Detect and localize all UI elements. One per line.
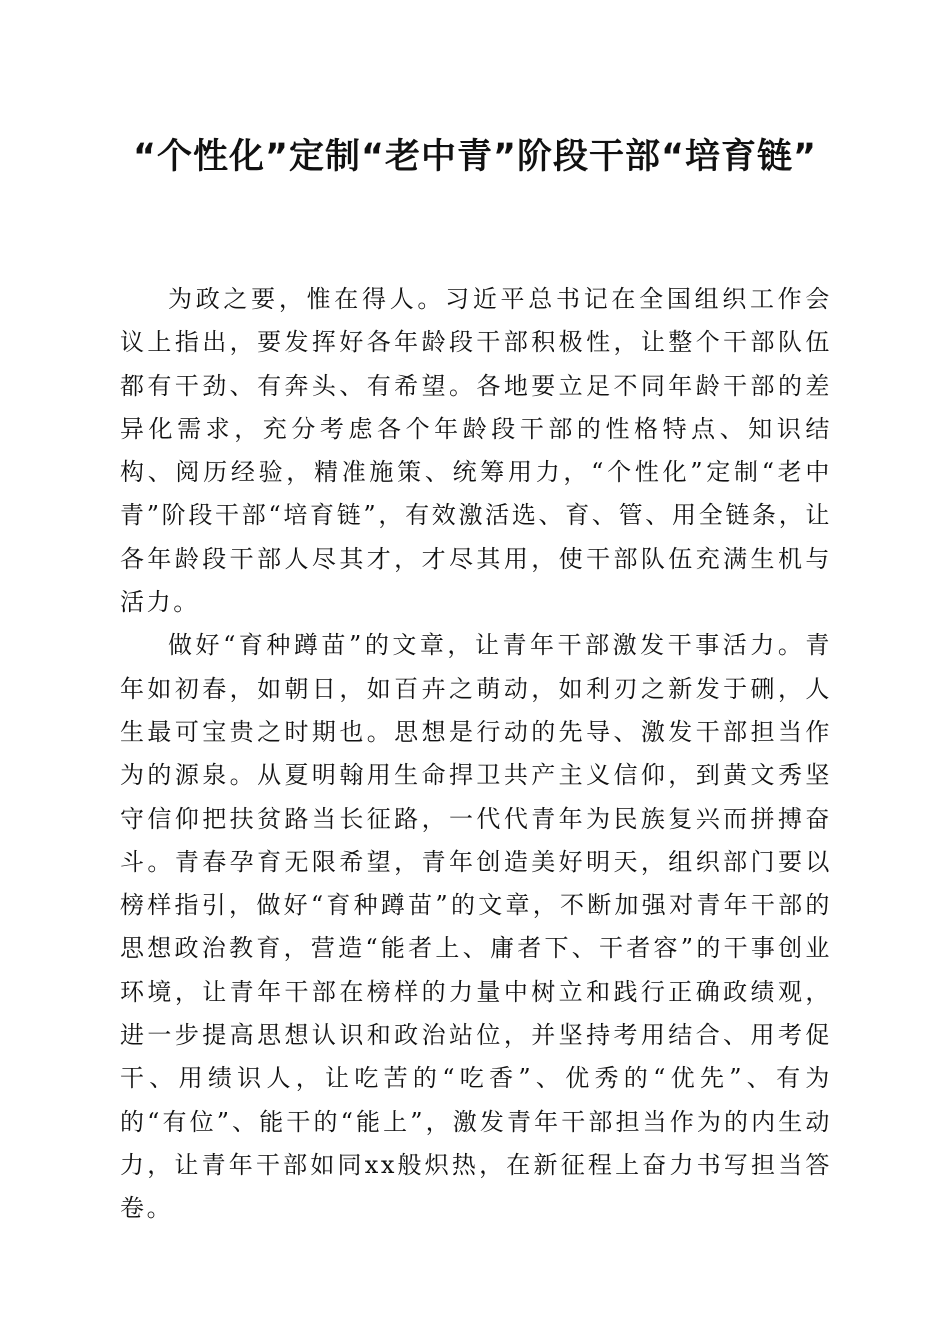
paragraph-youth-cadres: 做好“育种蹲苗”的文章，让青年干部激发干事活力。青年如初春，如朝日，如百卉之萌动，如利刃之新发于硎，人生最可宝贵之时期也。思想是行动的先导、激发干部担当作为的源泉。从夏明翰用生命捍卫共产主义信仰，到黄文秀坚守信仰把扶贫路当长征路，一代代青年为民族复兴而拼搏奋斗。青春孕育无限希望，青年创造美好明天，组织部门要以榜样指引，做好“育种蹲苗”的文章，不断加强对青年干部的思想政治教育，营造“能者上、庸者下、干者容”的干事创业环境，让青年干部在榜样的力量中树立和践行正确政绩观，进一步提高思想认识和政治站位，并坚持考用结合、用考促干、用绩识人，让吃苦的“吃香”、优秀的“优先”、有为的“有位”、能干的“能上”，激发青年干部担当作为的内生动力，让青年干部如同xx般炽热，在新征程上奋力书写担当答卷。 bbox=[120, 631, 832, 1223]
paragraph-intro: 为政之要，惟在得人。习近平总书记在全国组织工作会议上指出，要发挥好各年龄段干部积极性，让整个干部队伍都有干劲、有奔头、有希望。各地要立足不同年龄干部的差异化需求，充分考虑各个年龄段干部的性格特点、知识结构、阅历经验，精准施策、统筹用力，“个性化”定制“老中青”阶段干部“培育链”，有效激活选、育、管、用全链条，让各年龄段干部人尽其才，才尽其用，使干部队伍充满生机与活力。 bbox=[120, 285, 832, 617]
document-body bbox=[120, 278, 832, 1231]
document-title: “个性化”定制“老中青”阶段干部“培育链” bbox=[132, 137, 818, 177]
